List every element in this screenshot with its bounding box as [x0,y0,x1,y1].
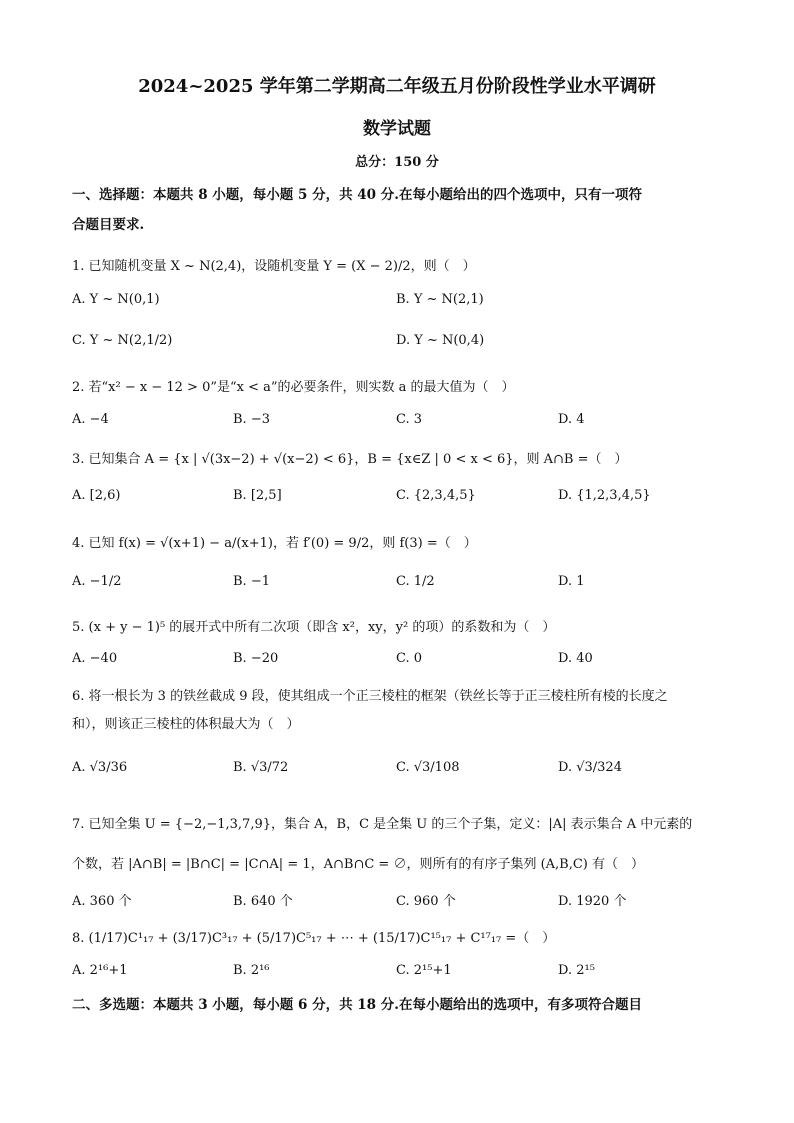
exam-title: 2024~2025 学年第二学期高二年级五月份阶段性学业水平调研 [138,76,656,97]
question-1-option-d: D. Y ~ N(0,4) [396,333,485,348]
question-7-option-b: B. 640 个 [233,894,293,909]
question-8-option-b: B. 2¹⁶ [233,963,270,978]
question-3-option-d: D. {1,2,3,4,5} [558,488,651,503]
question-1-option-c: C. Y ~ N(2,1/2) [72,333,173,348]
section-two-heading: 二、多选题：本题共 3 小题，每小题 6 分，共 18 分.在每小题给出的选项中，有多项符合题目 [72,997,642,1013]
question-6-option-c: C. √3/108 [396,760,460,775]
question-4-option-b: B. −1 [233,574,270,589]
question-8-option-a: A. 2¹⁶+1 [72,963,128,978]
question-3-option-c: C. {2,3,4,5} [396,488,476,503]
question-7-option-d: D. 1920 个 [558,894,627,909]
question-5-stem: 5. (x + y − 1)⁵ 的展开式中所有二次项（即含 x²，xy，y² 的项）的系数和为（ ） [72,620,556,635]
question-5-option-a: A. −40 [72,651,118,666]
question-7-option-a: A. 360 个 [72,894,132,909]
question-4-stem: 4. 已知 f(x) = √(x+1) − a/(x+1)，若 f′(0) = 9/2，则 f(3) =（ ） [72,536,477,551]
question-3-option-b: B. [2,5] [233,488,282,503]
question-1-option-a: A. Y ~ N(0,1) [72,292,160,307]
question-3-stem: 3. 已知集合 A = {x | √(3x−2) + √(x−2) < 6}，B = {x∈Z | 0 < x < 6}，则 A∩B =（ ） [72,452,628,467]
question-8-stem: 8. (1/17)C¹₁₇ + (3/17)C³₁₇ + (5/17)C⁵₁₇ + ⋯ + (15/17)C¹⁵₁₇ + C¹⁷₁₇ =（ ） [72,931,556,946]
section-one-heading: 一、选择题：本题共 8 小题，每小题 5 分，共 40 分.在每小题给出的四个选项中，只有一项符 [72,187,642,203]
question-6-option-b: B. √3/72 [233,760,289,775]
question-7-stem-line1: 7. 已知全集 U = {−2,−1,3,7,9}，集合 A，B，C 是全集 U 的三个子集，定义：|A| 表示集合 A 中元素的 [72,817,693,832]
question-4-option-a: A. −1/2 [72,574,122,589]
question-6-option-d: D. √3/324 [558,760,622,775]
question-5-option-b: B. −20 [233,651,279,666]
question-2-option-b: B. −3 [233,412,270,427]
question-1-option-b: B. Y ~ N(2,1) [396,292,484,307]
question-7-option-c: C. 960 个 [396,894,456,909]
exam-subtitle: 数学试题 [363,119,431,139]
question-7-stem-line2: 个数，若 |A∩B| = |B∩C| = |C∩A| = 1，A∩B∩C = ∅，则所有的有序子集列 (A,B,C) 有（ ） [72,857,645,872]
question-2-stem: 2. 若“x² − x − 12 > 0”是“x < a”的必要条件，则实数 a 的最大值为（ ） [72,380,515,395]
question-8-option-c: C. 2¹⁵+1 [396,963,452,978]
question-2-option-c: C. 3 [396,412,423,427]
total-score: 总分：150 分 [355,155,439,170]
question-5-option-c: C. 0 [396,651,423,666]
question-4-option-d: D. 1 [558,574,585,589]
question-6-option-a: A. √3/36 [72,760,128,775]
question-4-option-c: C. 1/2 [396,574,435,589]
question-1-stem: 1. 已知随机变量 X ~ N(2,4)，设随机变量 Y = (X − 2)/2，则（ ） [72,259,476,274]
question-8-option-d: D. 2¹⁵ [558,963,595,978]
question-2-option-d: D. 4 [558,412,585,427]
question-2-option-a: A. −4 [72,412,109,427]
section-one-heading-cont: 合题目要求. [72,217,145,233]
question-6-stem-line2: 和），则该正三棱柱的体积最大为（ ） [72,717,300,732]
question-6-stem-line1: 6. 将一根长为 3 的铁丝截成 9 段，使其组成一个正三棱柱的框架（铁丝长等于正三棱柱所有棱的长度之 [72,689,668,704]
question-3-option-a: A. [2,6) [72,488,121,503]
question-5-option-d: D. 40 [558,651,593,666]
